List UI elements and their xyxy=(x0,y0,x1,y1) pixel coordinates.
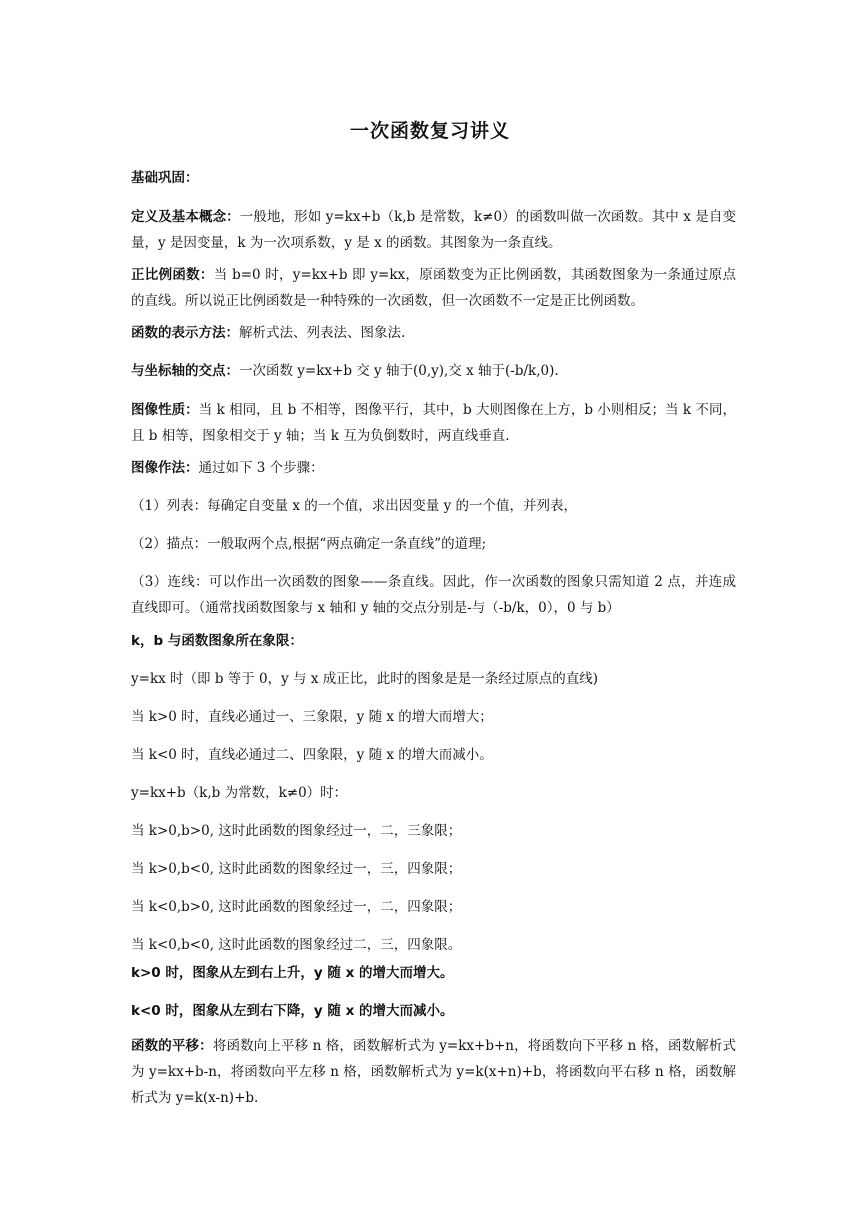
drawing-step-2: （2）描点：一般取两个点,根据“两点确定一条直线”的道理; xyxy=(131,536,487,552)
rule-line: 当 k<0 时，直线必通过二、四象限，y 随 x 的增大而减小。 xyxy=(131,747,493,763)
bold-rule-line: k<0 时，图象从左到右下降，y 随 x 的增大而减小。 xyxy=(131,1003,454,1019)
representation-text: 解析式法、列表法、图象法. xyxy=(239,325,406,341)
drawing-text: 通过如下 3 个步骤： xyxy=(198,460,324,476)
rule-line: y=kx 时（即 b 等于 0，y 与 x 成正比，此时的图象是是一条经过原点的直线) xyxy=(131,671,599,687)
drawing-label: 图像作法： xyxy=(131,460,199,476)
quadrant-heading: k，b 与函数图象所在象限： xyxy=(131,633,303,649)
properties-label: 图像性质： xyxy=(131,402,199,418)
rule-line: y=kx+b（k,b 为常数，k≠0）时： xyxy=(131,785,348,801)
rule-line: 当 k<0,b>0, 这时此函数的图象经过一，二，四象限； xyxy=(131,899,462,915)
rule-line: 当 k>0 时，直线必通过一、三象限，y 随 x 的增大而增大； xyxy=(131,709,493,725)
rule-line: 当 k<0,b<0, 这时此函数的图象经过二，三，四象限。 xyxy=(131,937,462,953)
proportional-label: 正比例函数： xyxy=(131,267,214,283)
proportional-paragraph xyxy=(131,262,736,314)
rule-line: 当 k>0,b>0, 这时此函数的图象经过一，二，三象限； xyxy=(131,823,462,839)
representation-paragraph xyxy=(131,320,736,346)
translation-label: 函数的平移： xyxy=(131,1038,213,1054)
bold-rule-line: k>0 时，图象从左到右上升，y 随 x 的增大而增大。 xyxy=(131,965,454,981)
properties-text: 当 k 相同，且 b 不相等，图像平行，其中，b 大则图像在上方，b 小则相反；当 k 不同，且 b 相等，图象相交于 y 轴；当 k 互为负倒数时，两直线垂直. xyxy=(131,402,737,444)
translation-text: 将函数向上平移 n 格，函数解析式为 y=kx+b+n，将函数向下平移 n 格，函数解析式为 y=kx+b-n，将函数向平左移 n 格，函数解析式为 y=k(x+n)+b，将函数向平右移 n 格，函数解析式为 y=k(x-n)+b. xyxy=(131,1038,737,1106)
proportional-text: 当 b=0 时，y=kx+b 即 y=kx，原函数变为正比例函数，其函数图象为一条通过原点的直线。所以说正比例函数是一种特殊的一次函数，但一次函数不一定是正比例函数。 xyxy=(131,267,737,309)
section-heading-basic: 基础巩固： xyxy=(131,170,199,186)
definition-text: 一般地，形如 y=kx+b（k,b 是常数，k≠0）的函数叫做一次函数。其中 x 是自变量，y 是因变量，k 为一次项系数，y 是 x 的函数。其图象为一条直线。 xyxy=(131,209,736,251)
definition-paragraph xyxy=(131,204,736,256)
drawing-step-1: （1）列表：每确定自变量 x 的一个值，求出因变量 y 的一个值，并列表， xyxy=(131,498,577,514)
properties-paragraph xyxy=(131,397,736,449)
document-title: 一次函数复习讲义 xyxy=(349,120,510,142)
rule-line: 当 k>0,b<0, 这时此函数的图象经过一，三，四象限； xyxy=(131,861,462,877)
intercepts-paragraph xyxy=(131,358,736,384)
definition-label: 定义及基本概念： xyxy=(131,209,240,225)
drawing-paragraph xyxy=(131,455,736,481)
representation-label: 函数的表示方法： xyxy=(131,325,239,341)
translation-paragraph xyxy=(131,1033,736,1111)
drawing-step-3: （3）连线：可以作出一次函数的图象——条直线。因此，作一次函数的图象只需知道 2 点，并连成直线即可。（通常找函数图象与 x 轴和 y 轴的交点分别是-与（-b/k，0），0 与 b） xyxy=(131,574,736,616)
intercepts-label: 与坐标轴的交点： xyxy=(131,363,239,379)
intercepts-text: 一次函数 y=kx+b 交 y 轴于(0,y),交 x 轴于(-b/k,0). xyxy=(239,363,559,379)
